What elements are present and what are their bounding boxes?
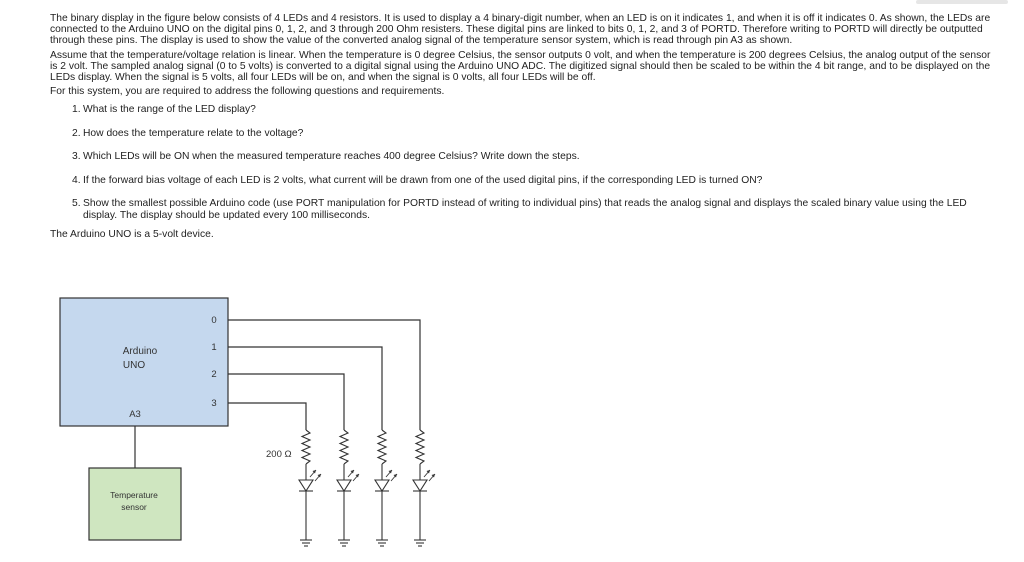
- question-text-5: Show the smallest possible Arduino code (use PORT manipulation for PORTD instead of writing to individual pins) that reads the analog signal and displays the scaled binary value using the LED display. The display should be updated every 100 milliseconds.: [83, 198, 967, 221]
- led-0-icon: [413, 470, 435, 491]
- question-number: 2.: [72, 127, 81, 139]
- arduino-label: Arduino: [122, 346, 158, 357]
- resistor-3: [302, 430, 310, 464]
- pin-label-0: 0: [211, 315, 217, 326]
- intro-paragraph-1: The binary display in the figure below consists of 4 LEDs and 4 resistors. It is used to display a 4 binary-digit number, when an LED is on it indicates 1, and when it is off it indicates 0. As shown, the LEDs are connected to the Arduino UNO on the digital pins 0, 1, 2, and 3 through 200 Ohm resisters. These digital pins are linked to bits 0, 1, 2, and 3 of PORTD. Therefore writing to PORTD will directly be outputted through these pins. The display is used to show the value of the converted analog signal of the temperature sensor system, which is read through pin A3 as shown.: [50, 13, 991, 47]
- led-3-icon: [299, 470, 321, 491]
- a3-pin-label: A3: [129, 409, 141, 420]
- question-text-1: What is the range of the LED display?: [83, 104, 256, 116]
- resistor-0: [416, 430, 424, 464]
- question-text-2: How does the temperature relate to the voltage?: [83, 127, 304, 139]
- ground-icon: [338, 540, 350, 546]
- pin-label-3: 3: [211, 398, 217, 409]
- pin-label-2: 2: [211, 369, 217, 380]
- wire-pin-0: [228, 320, 420, 430]
- intro-paragraph-2: Assume that the temperature/voltage relation is linear. When the temperature is 0 degree Celsius, the sensor outputs 0 volt, and when the temperature is 200 degrees Celsius, the analog output of the sensor is 2 volt. The sampled analog signal (0 to 5 volts) is converted to a digital signal using the Arduino UNO ADC. The digitized signal should then be scaled to be within the 4 bit range, and to be displayed on the LEDs display. When the signal is 5 volts, all four LEDs will be on, and when the signal is 0 volts, all four LEDs will be off.: [50, 49, 991, 84]
- led-1-icon: [375, 470, 397, 491]
- wire-pin-3: [228, 403, 306, 430]
- ground-icon: [300, 540, 312, 546]
- led-2-icon: [337, 470, 359, 491]
- resistors: [302, 430, 424, 464]
- resistor-value-label: 200 Ω: [266, 449, 292, 460]
- wire-pin-2: [228, 374, 344, 430]
- sensor-label-2: sensor: [121, 502, 147, 512]
- intro-paragraph-3: For this system, you are required to address the following questions and requirements.: [50, 86, 445, 98]
- question-text-3: Which LEDs will be ON when the measured temperature reaches 400 degree Celsius? Write down the steps.: [83, 151, 580, 163]
- led-ground-wires: [306, 491, 420, 540]
- arduino-5v-note: The Arduino UNO is a 5-volt device.: [50, 228, 214, 240]
- question-number: 5.: [72, 198, 81, 210]
- pin-wires: [228, 320, 420, 430]
- uno-label: UNO: [122, 360, 146, 371]
- pin-label-1: 1: [211, 342, 217, 353]
- question-number: 3.: [72, 151, 81, 163]
- question-text-4: If the forward bias voltage of each LED is 2 volts, what current will be drawn from one of the used digital pins, if the corresponding LED is turned ON?: [83, 174, 763, 186]
- resistor-1: [378, 430, 386, 464]
- wire-pin-1: [228, 347, 382, 430]
- resistor-2: [340, 430, 348, 464]
- resistor-led-wires: [306, 464, 420, 480]
- question-number: 1.: [72, 104, 81, 116]
- question-number: 4.: [72, 174, 81, 186]
- sensor-label-1: Temperature: [110, 490, 158, 500]
- ground-icon: [414, 540, 426, 546]
- ground-icon: [376, 540, 388, 546]
